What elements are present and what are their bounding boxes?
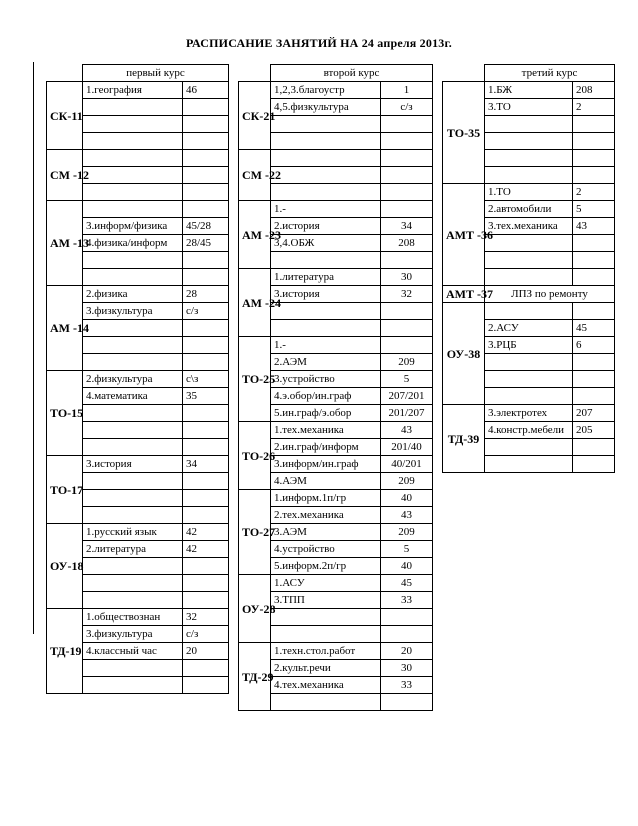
- room-cell: 205: [573, 422, 615, 439]
- room-cell: [381, 303, 433, 320]
- subject-cell: 4,5.физкультура: [271, 99, 381, 116]
- room-cell: 35: [183, 388, 229, 405]
- subject-cell: 3,4.ОБЖ: [271, 235, 381, 252]
- subject-cell: [83, 405, 183, 422]
- group-name: АМТ -37: [443, 286, 485, 303]
- header-spacer: [239, 65, 271, 82]
- subject-cell: [83, 592, 183, 609]
- group-name: АМ -14: [47, 286, 83, 371]
- room-cell: [183, 116, 229, 133]
- subject-cell: [271, 303, 381, 320]
- room-cell: 6: [573, 337, 615, 354]
- group-name: ОУ-18: [47, 524, 83, 609]
- table-row: [47, 371, 229, 388]
- subject-cell: 4.физика/информ: [83, 235, 183, 252]
- subject-cell: [83, 167, 183, 184]
- group-name: АМТ -36: [443, 184, 485, 286]
- room-cell: с/з: [183, 303, 229, 320]
- group-name: ТО-15: [47, 371, 83, 456]
- group-note: ЛПЗ по ремонту: [485, 286, 615, 303]
- room-cell: [183, 184, 229, 201]
- group-name: ТО-27: [239, 490, 271, 575]
- subject-cell: [83, 660, 183, 677]
- subject-cell: 3.информ/ин.граф: [271, 456, 381, 473]
- table-row: [47, 524, 229, 541]
- table-row: [443, 82, 615, 99]
- subject-cell: 1.тех.механика: [271, 422, 381, 439]
- subject-cell: 2.АЭМ: [271, 354, 381, 371]
- room-cell: [183, 201, 229, 218]
- table-row: [239, 150, 433, 167]
- subject-cell: 3.физкультура: [83, 626, 183, 643]
- room-cell: с\з: [183, 371, 229, 388]
- room-cell: 45: [573, 320, 615, 337]
- subject-cell: 3.ТПП: [271, 592, 381, 609]
- subject-cell: [271, 116, 381, 133]
- room-cell: [381, 252, 433, 269]
- room-cell: [183, 660, 229, 677]
- subject-cell: [271, 626, 381, 643]
- schedule-second-course: [238, 64, 433, 711]
- room-cell: 43: [381, 422, 433, 439]
- room-cell: [573, 133, 615, 150]
- room-cell: 40: [381, 490, 433, 507]
- subject-cell: [83, 184, 183, 201]
- room-cell: 5: [381, 541, 433, 558]
- subject-cell: 5.ин.граф/э.обор: [271, 405, 381, 422]
- table-row: [239, 490, 433, 507]
- group-name: ТО-35: [443, 82, 485, 184]
- room-cell: 2: [573, 184, 615, 201]
- room-cell: 45: [381, 575, 433, 592]
- subject-cell: 4.констр.мебели: [485, 422, 573, 439]
- room-cell: 208: [381, 235, 433, 252]
- subject-cell: [83, 575, 183, 592]
- room-cell: 45/28: [183, 218, 229, 235]
- subject-cell: [83, 677, 183, 694]
- table-row: [239, 337, 433, 354]
- subject-cell: 5.информ.2п/гр: [271, 558, 381, 575]
- group-name: ТД-39: [443, 405, 485, 473]
- room-cell: [573, 439, 615, 456]
- subject-cell: [485, 303, 573, 320]
- subject-cell: [83, 490, 183, 507]
- room-cell: 1: [381, 82, 433, 99]
- room-cell: 34: [183, 456, 229, 473]
- room-cell: 30: [381, 269, 433, 286]
- subject-cell: 1.ТО: [485, 184, 573, 201]
- room-cell: 207/201: [381, 388, 433, 405]
- table-row: [239, 575, 433, 592]
- room-cell: [183, 133, 229, 150]
- room-cell: 5: [573, 201, 615, 218]
- subject-cell: 1.-: [271, 337, 381, 354]
- table-row: [47, 150, 229, 167]
- room-cell: [573, 252, 615, 269]
- table-row: [239, 422, 433, 439]
- room-cell: [573, 303, 615, 320]
- group-name: АМ -23: [239, 201, 271, 269]
- room-cell: [183, 507, 229, 524]
- subject-cell: 1,2,3.благоустр: [271, 82, 381, 99]
- room-cell: [573, 150, 615, 167]
- room-cell: 28: [183, 286, 229, 303]
- subject-cell: [271, 184, 381, 201]
- room-cell: 20: [183, 643, 229, 660]
- course-header: третий курс: [485, 65, 615, 82]
- room-cell: [381, 337, 433, 354]
- subject-cell: 2.тех.механика: [271, 507, 381, 524]
- subject-cell: 4.э.обор/ин.граф: [271, 388, 381, 405]
- room-cell: [183, 354, 229, 371]
- subject-cell: [83, 150, 183, 167]
- subject-cell: [485, 354, 573, 371]
- room-cell: [183, 439, 229, 456]
- room-cell: 201/207: [381, 405, 433, 422]
- subject-cell: 4.АЭМ: [271, 473, 381, 490]
- room-cell: с/з: [381, 99, 433, 116]
- subject-cell: [485, 371, 573, 388]
- subject-cell: 1.техн.стол.работ: [271, 643, 381, 660]
- room-cell: [183, 252, 229, 269]
- group-name: ТД-19: [47, 609, 83, 694]
- room-cell: 40: [381, 558, 433, 575]
- room-cell: 42: [183, 541, 229, 558]
- room-cell: [183, 558, 229, 575]
- room-cell: с/з: [183, 626, 229, 643]
- subject-cell: 4.тех.механика: [271, 677, 381, 694]
- subject-cell: 3.история: [83, 456, 183, 473]
- table-row: [443, 405, 615, 422]
- subject-cell: [271, 167, 381, 184]
- subject-cell: 3.информ/физика: [83, 218, 183, 235]
- room-cell: [381, 626, 433, 643]
- room-cell: [573, 235, 615, 252]
- subject-cell: 1.БЖ: [485, 82, 573, 99]
- room-cell: [183, 320, 229, 337]
- subject-cell: 2.литература: [83, 541, 183, 558]
- subject-cell: 3.устройство: [271, 371, 381, 388]
- subject-cell: [485, 388, 573, 405]
- subject-cell: [271, 694, 381, 711]
- subject-cell: 1.-: [271, 201, 381, 218]
- subject-cell: 3.тех.механика: [485, 218, 573, 235]
- subject-cell: 1.обществознан: [83, 609, 183, 626]
- table-row: [47, 82, 229, 99]
- left-margin-line: [33, 62, 34, 634]
- room-cell: 40/201: [381, 456, 433, 473]
- subject-cell: [83, 133, 183, 150]
- subject-cell: [83, 507, 183, 524]
- subject-cell: 4.устройство: [271, 541, 381, 558]
- room-cell: 32: [183, 609, 229, 626]
- room-cell: 207: [573, 405, 615, 422]
- page-title: РАСПИСАНИЕ ЗАНЯТИЙ НА 24 апреля 2013г.: [186, 36, 452, 50]
- room-cell: [183, 473, 229, 490]
- subject-cell: 1.АСУ: [271, 575, 381, 592]
- room-cell: 43: [573, 218, 615, 235]
- room-cell: 43: [381, 507, 433, 524]
- group-name: СМ -22: [239, 150, 271, 201]
- subject-cell: 3.физкультура: [83, 303, 183, 320]
- subject-cell: [271, 609, 381, 626]
- room-cell: [183, 592, 229, 609]
- subject-cell: 1.литература: [271, 269, 381, 286]
- room-cell: 5: [381, 371, 433, 388]
- room-cell: 33: [381, 592, 433, 609]
- room-cell: 34: [381, 218, 433, 235]
- table-row: [47, 286, 229, 303]
- subject-cell: 1.русский язык: [83, 524, 183, 541]
- subject-cell: [485, 439, 573, 456]
- room-cell: [573, 388, 615, 405]
- subject-cell: [83, 354, 183, 371]
- group-name: АМ -24: [239, 269, 271, 337]
- subject-cell: [83, 269, 183, 286]
- subject-cell: [485, 252, 573, 269]
- group-name: СМ -12: [47, 150, 83, 201]
- table-row: [47, 456, 229, 473]
- table-row: [443, 184, 615, 201]
- table-row: [239, 643, 433, 660]
- room-cell: [183, 422, 229, 439]
- subject-cell: [83, 422, 183, 439]
- room-cell: [183, 167, 229, 184]
- room-cell: [183, 405, 229, 422]
- subject-cell: 1.информ.1п/гр: [271, 490, 381, 507]
- subject-cell: [83, 252, 183, 269]
- subject-cell: [485, 116, 573, 133]
- subject-cell: [271, 133, 381, 150]
- subject-cell: [83, 201, 183, 218]
- subject-cell: 2.история: [271, 218, 381, 235]
- room-cell: 2: [573, 99, 615, 116]
- subject-cell: [271, 150, 381, 167]
- table-row: [47, 609, 229, 626]
- group-name: ТО-17: [47, 456, 83, 524]
- subject-cell: [83, 320, 183, 337]
- subject-cell: 3.РЦБ: [485, 337, 573, 354]
- group-name: АМ -13: [47, 201, 83, 286]
- subject-cell: [485, 269, 573, 286]
- subject-cell: 4.математика: [83, 388, 183, 405]
- room-cell: [183, 337, 229, 354]
- table-row: [47, 201, 229, 218]
- subject-cell: 3.ТО: [485, 99, 573, 116]
- subject-cell: [271, 320, 381, 337]
- room-cell: 209: [381, 473, 433, 490]
- group-name: ОУ-28: [239, 575, 271, 643]
- schedule-first-course: [46, 64, 229, 694]
- room-cell: [183, 490, 229, 507]
- room-cell: [381, 609, 433, 626]
- subject-cell: 4.классный час: [83, 643, 183, 660]
- room-cell: 209: [381, 354, 433, 371]
- subject-cell: 2.автомобили: [485, 201, 573, 218]
- room-cell: [381, 167, 433, 184]
- subject-cell: [83, 473, 183, 490]
- subject-cell: [485, 133, 573, 150]
- room-cell: [183, 150, 229, 167]
- room-cell: 201/40: [381, 439, 433, 456]
- subject-cell: [83, 439, 183, 456]
- subject-cell: 2.физика: [83, 286, 183, 303]
- header-spacer: [47, 65, 83, 82]
- header-spacer: [443, 65, 485, 82]
- table-row: [443, 303, 615, 320]
- subject-cell: [485, 235, 573, 252]
- table-row: [239, 201, 433, 218]
- room-cell: 20: [381, 643, 433, 660]
- subject-cell: [271, 252, 381, 269]
- room-cell: 30: [381, 660, 433, 677]
- room-cell: 28/45: [183, 235, 229, 252]
- subject-cell: 3.АЭМ: [271, 524, 381, 541]
- room-cell: [381, 320, 433, 337]
- subject-cell: [83, 558, 183, 575]
- subject-cell: [485, 167, 573, 184]
- table-row: [239, 269, 433, 286]
- room-cell: 209: [381, 524, 433, 541]
- room-cell: [183, 99, 229, 116]
- course-header: первый курс: [83, 65, 229, 82]
- subject-cell: 3.история: [271, 286, 381, 303]
- room-cell: [381, 150, 433, 167]
- group-name: ТО-26: [239, 422, 271, 490]
- group-name: ТО-25: [239, 337, 271, 422]
- group-name: ТД-29: [239, 643, 271, 711]
- room-cell: [573, 456, 615, 473]
- subject-cell: [83, 116, 183, 133]
- room-cell: [381, 184, 433, 201]
- course-header: второй курс: [271, 65, 433, 82]
- room-cell: 208: [573, 82, 615, 99]
- table-row: [239, 82, 433, 99]
- room-cell: 32: [381, 286, 433, 303]
- group-name: СК-11: [47, 82, 83, 150]
- room-cell: [573, 371, 615, 388]
- room-cell: [381, 116, 433, 133]
- subject-cell: 1.география: [83, 82, 183, 99]
- subject-cell: [83, 99, 183, 116]
- group-name: ОУ-38: [443, 303, 485, 405]
- room-cell: [183, 269, 229, 286]
- room-cell: [573, 116, 615, 133]
- subject-cell: 2.ин.граф/информ: [271, 439, 381, 456]
- room-cell: [573, 167, 615, 184]
- subject-cell: [485, 456, 573, 473]
- subject-cell: [485, 150, 573, 167]
- schedule-third-course: [442, 64, 615, 473]
- room-cell: 33: [381, 677, 433, 694]
- group-name: СК-21: [239, 82, 271, 150]
- room-cell: [573, 269, 615, 286]
- room-cell: [381, 201, 433, 218]
- room-cell: 42: [183, 524, 229, 541]
- room-cell: [183, 677, 229, 694]
- room-cell: [381, 694, 433, 711]
- subject-cell: 3.электротех: [485, 405, 573, 422]
- room-cell: [573, 354, 615, 371]
- subject-cell: [83, 337, 183, 354]
- room-cell: [381, 133, 433, 150]
- room-cell: 46: [183, 82, 229, 99]
- room-cell: [183, 575, 229, 592]
- subject-cell: 2.культ.речи: [271, 660, 381, 677]
- subject-cell: 2.физкультура: [83, 371, 183, 388]
- subject-cell: 2.АСУ: [485, 320, 573, 337]
